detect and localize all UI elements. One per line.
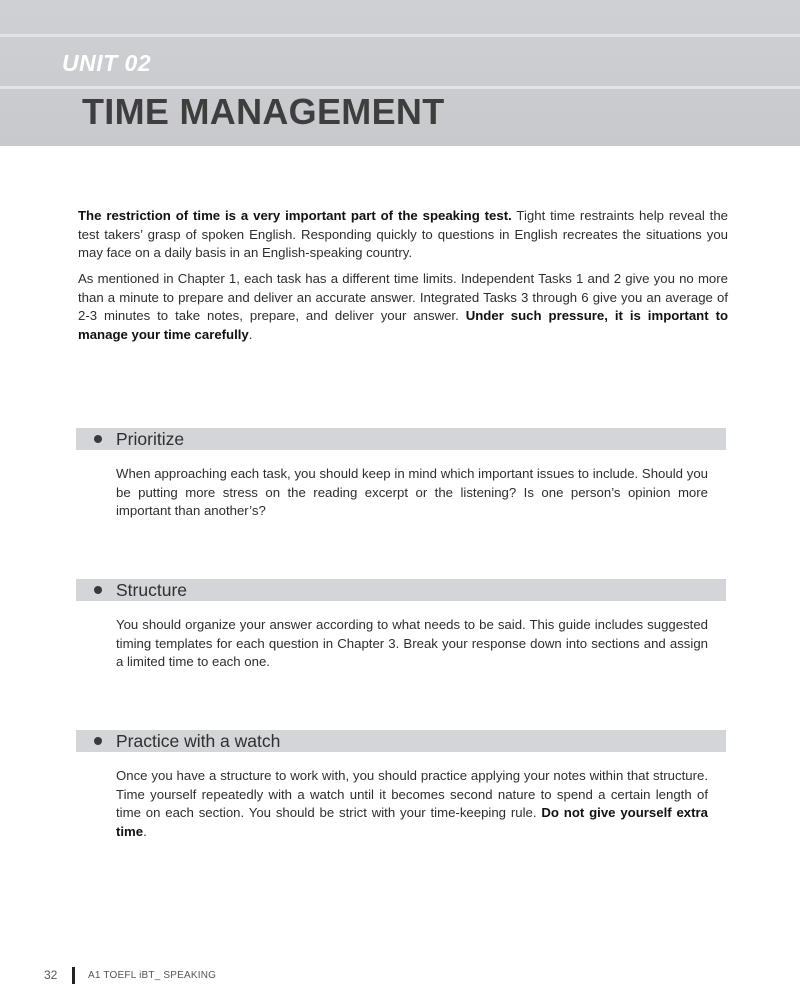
header-band — [0, 0, 800, 146]
section-body-structure: You should organize your answer according to what needs to be said. This guide includes suggested timing templates for each question in Chapter 3. Break your response down into sections and assign a limited time to each one. — [116, 617, 708, 669]
intro-paragraph-1 — [78, 207, 728, 263]
bullet-icon — [94, 737, 102, 745]
section-header-prioritize — [76, 428, 726, 450]
intro-p2-bold: Under such pressure, it is important to manage your time carefully — [78, 308, 729, 342]
intro-p2-end: . — [248, 326, 253, 342]
section-header-practice — [76, 730, 726, 752]
section-header-structure — [76, 579, 726, 601]
section-body-prioritize: When approaching each task, you should keep in mind which important issues to include. Should you be putting more stress on the reading excerpt or the listening? Is one person’s opinion more important than another’s? — [116, 466, 708, 518]
section-body-end: . — [143, 823, 147, 839]
section-body-text: Once you have a structure to work with, you should practice applying your notes within that structure. Time yourself repeatedly with a watch until it becomes second nature to spend a certain length of time on each section. You should be strict with your time-keeping rule. — [116, 768, 708, 820]
section-title: Practice with a watch — [116, 731, 281, 751]
intro-p1-bold: The restriction of time is a very important part of the speaking test. — [78, 208, 512, 223]
section-body-practice — [116, 767, 708, 841]
section-title: Structure — [116, 580, 187, 600]
page-number: 32 — [44, 968, 58, 982]
intro-paragraph-2 — [78, 270, 728, 344]
header-stripe — [0, 34, 800, 37]
bullet-icon — [94, 435, 102, 443]
page-title: TIME MANAGEMENT — [82, 91, 445, 132]
intro-p1-text: Tight time restraints help reveal the test takers’ grasp of spoken English. Responding quickly to questions in English recreates the situations you may face on a daily basis in an English-speaking country. — [78, 208, 728, 260]
intro-p2-text: As mentioned in Chapter 1, each task has a different time limits. Independent Tasks 1 and 2 give you no more than a minute to prepare and deliver an accurate answer. Integrated Tasks 3 through 6 give you an average of 2-3 minutes to take notes, prepare, and deliver your answer. — [78, 271, 728, 323]
bullet-icon — [94, 586, 102, 594]
section-title: Prioritize — [116, 429, 185, 449]
book-title: A1 TOEFL iBT_ SPEAKING — [88, 970, 217, 981]
footer-separator — [72, 967, 75, 984]
section-body-bold: Do not give yourself extra time — [116, 805, 708, 839]
unit-label: UNIT 02 — [62, 50, 152, 76]
header-stripe — [0, 86, 800, 89]
